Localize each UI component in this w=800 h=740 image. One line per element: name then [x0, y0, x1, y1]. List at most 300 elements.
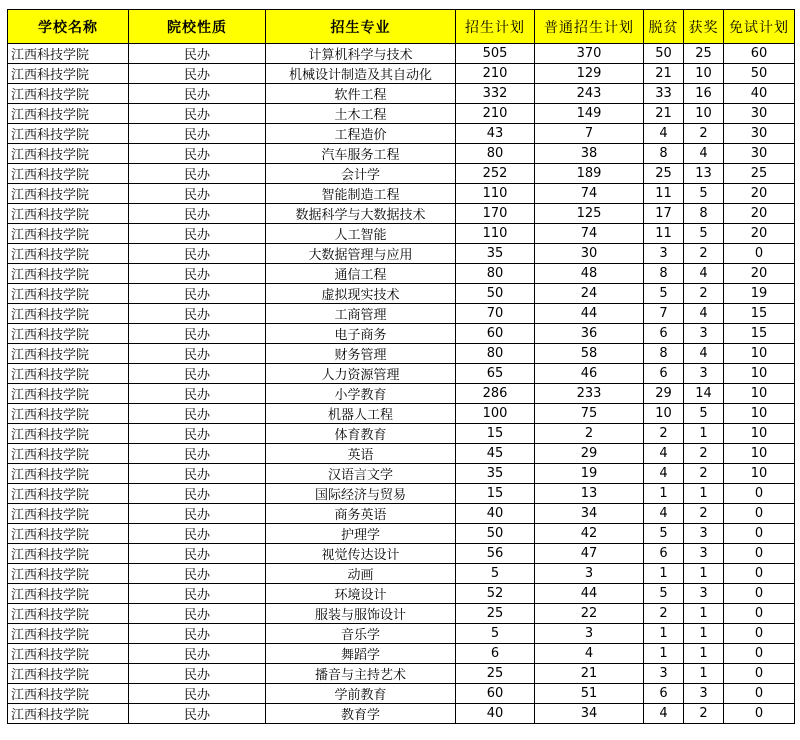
cell-enrollment-plan: 65	[456, 364, 535, 384]
cell-award: 3	[684, 324, 724, 344]
cell-poverty: 4	[644, 124, 684, 144]
cell-regular-plan: 47	[535, 544, 644, 564]
cell-school-type: 民办	[129, 464, 266, 484]
cell-award: 2	[684, 244, 724, 264]
cell-enrollment-plan: 252	[456, 164, 535, 184]
table-row	[8, 544, 795, 564]
cell-enrollment-plan: 15	[456, 424, 535, 444]
cell-award: 5	[684, 404, 724, 424]
cell-regular-plan: 129	[535, 64, 644, 84]
cell-major: 商务英语	[266, 504, 456, 524]
cell-award: 2	[684, 504, 724, 524]
cell-award: 14	[684, 384, 724, 404]
cell-regular-plan: 46	[535, 364, 644, 384]
cell-exempt-plan: 10	[724, 424, 795, 444]
cell-award: 10	[684, 104, 724, 124]
cell-enrollment-plan: 5	[456, 624, 535, 644]
cell-poverty: 25	[644, 164, 684, 184]
cell-major: 学前教育	[266, 684, 456, 704]
cell-school-type: 民办	[129, 704, 266, 724]
cell-school-name: 江西科技学院	[8, 224, 129, 244]
header-school-name: 学校名称	[8, 10, 129, 44]
cell-award: 1	[684, 424, 724, 444]
table-row	[8, 684, 795, 704]
cell-school-name: 江西科技学院	[8, 204, 129, 224]
table-row	[8, 104, 795, 124]
table-row	[8, 624, 795, 644]
cell-regular-plan: 38	[535, 144, 644, 164]
cell-enrollment-plan: 60	[456, 324, 535, 344]
cell-enrollment-plan: 332	[456, 84, 535, 104]
cell-regular-plan: 149	[535, 104, 644, 124]
cell-major: 小学教育	[266, 384, 456, 404]
cell-regular-plan: 34	[535, 704, 644, 724]
cell-award: 4	[684, 144, 724, 164]
cell-school-type: 民办	[129, 224, 266, 244]
cell-poverty: 8	[644, 344, 684, 364]
cell-regular-plan: 233	[535, 384, 644, 404]
cell-poverty: 6	[644, 364, 684, 384]
cell-school-name: 江西科技学院	[8, 64, 129, 84]
cell-exempt-plan: 20	[724, 184, 795, 204]
cell-exempt-plan: 0	[724, 564, 795, 584]
cell-award: 2	[684, 124, 724, 144]
header-regular-plan: 普通招生计划	[535, 10, 644, 44]
cell-major: 数据科学与大数据技术	[266, 204, 456, 224]
cell-poverty: 11	[644, 184, 684, 204]
cell-major: 人工智能	[266, 224, 456, 244]
table-body	[8, 44, 795, 724]
table-row	[8, 524, 795, 544]
cell-poverty: 1	[644, 624, 684, 644]
cell-school-name: 江西科技学院	[8, 164, 129, 184]
cell-school-name: 江西科技学院	[8, 344, 129, 364]
cell-regular-plan: 13	[535, 484, 644, 504]
cell-school-name: 江西科技学院	[8, 684, 129, 704]
cell-school-name: 江西科技学院	[8, 84, 129, 104]
cell-major: 汉语言文学	[266, 464, 456, 484]
cell-poverty: 50	[644, 44, 684, 64]
table-row	[8, 424, 795, 444]
cell-enrollment-plan: 100	[456, 404, 535, 424]
cell-exempt-plan: 0	[724, 704, 795, 724]
cell-school-type: 民办	[129, 564, 266, 584]
cell-award: 2	[684, 444, 724, 464]
cell-exempt-plan: 0	[724, 684, 795, 704]
cell-school-type: 民办	[129, 304, 266, 324]
cell-exempt-plan: 10	[724, 364, 795, 384]
cell-major: 音乐学	[266, 624, 456, 644]
cell-school-type: 民办	[129, 344, 266, 364]
cell-school-name: 江西科技学院	[8, 144, 129, 164]
table-row	[8, 504, 795, 524]
table-row	[8, 704, 795, 724]
cell-regular-plan: 370	[535, 44, 644, 64]
cell-exempt-plan: 30	[724, 104, 795, 124]
cell-enrollment-plan: 5	[456, 564, 535, 584]
cell-enrollment-plan: 80	[456, 144, 535, 164]
cell-poverty: 7	[644, 304, 684, 324]
cell-poverty: 4	[644, 504, 684, 524]
cell-school-type: 民办	[129, 144, 266, 164]
cell-school-type: 民办	[129, 84, 266, 104]
cell-award: 1	[684, 484, 724, 504]
cell-award: 1	[684, 664, 724, 684]
cell-poverty: 21	[644, 104, 684, 124]
cell-poverty: 8	[644, 264, 684, 284]
cell-school-type: 民办	[129, 444, 266, 464]
cell-poverty: 8	[644, 144, 684, 164]
cell-major: 服装与服饰设计	[266, 604, 456, 624]
cell-poverty: 4	[644, 704, 684, 724]
cell-award: 8	[684, 204, 724, 224]
cell-award: 3	[684, 544, 724, 564]
cell-major: 视觉传达设计	[266, 544, 456, 564]
cell-regular-plan: 29	[535, 444, 644, 464]
table-row	[8, 444, 795, 464]
cell-school-type: 民办	[129, 404, 266, 424]
cell-major: 国际经济与贸易	[266, 484, 456, 504]
cell-major: 财务管理	[266, 344, 456, 364]
cell-enrollment-plan: 210	[456, 64, 535, 84]
cell-school-name: 江西科技学院	[8, 644, 129, 664]
cell-poverty: 3	[644, 244, 684, 264]
cell-exempt-plan: 25	[724, 164, 795, 184]
cell-award: 25	[684, 44, 724, 64]
header-award: 获奖	[684, 10, 724, 44]
cell-school-name: 江西科技学院	[8, 504, 129, 524]
cell-major: 环境设计	[266, 584, 456, 604]
cell-school-type: 民办	[129, 244, 266, 264]
cell-school-name: 江西科技学院	[8, 284, 129, 304]
cell-major: 机械设计制造及其自动化	[266, 64, 456, 84]
cell-poverty: 21	[644, 64, 684, 84]
cell-award: 2	[684, 464, 724, 484]
cell-exempt-plan: 30	[724, 124, 795, 144]
cell-exempt-plan: 50	[724, 64, 795, 84]
cell-major: 大数据管理与应用	[266, 244, 456, 264]
cell-regular-plan: 7	[535, 124, 644, 144]
cell-regular-plan: 2	[535, 424, 644, 444]
header-row	[8, 10, 795, 44]
table-row	[8, 464, 795, 484]
cell-enrollment-plan: 35	[456, 464, 535, 484]
cell-major: 人力资源管理	[266, 364, 456, 384]
cell-poverty: 17	[644, 204, 684, 224]
cell-enrollment-plan: 110	[456, 184, 535, 204]
cell-poverty: 5	[644, 524, 684, 544]
cell-poverty: 33	[644, 84, 684, 104]
cell-enrollment-plan: 286	[456, 384, 535, 404]
cell-school-name: 江西科技学院	[8, 584, 129, 604]
cell-poverty: 1	[644, 484, 684, 504]
cell-school-type: 民办	[129, 544, 266, 564]
cell-school-type: 民办	[129, 284, 266, 304]
cell-enrollment-plan: 110	[456, 224, 535, 244]
cell-school-type: 民办	[129, 484, 266, 504]
cell-poverty: 1	[644, 644, 684, 664]
table-row	[8, 384, 795, 404]
cell-poverty: 4	[644, 464, 684, 484]
cell-exempt-plan: 0	[724, 604, 795, 624]
header-exempt-plan: 免试计划	[724, 10, 795, 44]
cell-major: 播音与主持艺术	[266, 664, 456, 684]
cell-poverty: 4	[644, 444, 684, 464]
cell-exempt-plan: 20	[724, 264, 795, 284]
table-row	[8, 64, 795, 84]
cell-major: 工程造价	[266, 124, 456, 144]
cell-regular-plan: 42	[535, 524, 644, 544]
table-row	[8, 124, 795, 144]
cell-major: 虚拟现实技术	[266, 284, 456, 304]
cell-regular-plan: 44	[535, 304, 644, 324]
cell-enrollment-plan: 50	[456, 284, 535, 304]
cell-school-name: 江西科技学院	[8, 564, 129, 584]
cell-poverty: 2	[644, 424, 684, 444]
table-row	[8, 224, 795, 244]
cell-exempt-plan: 20	[724, 204, 795, 224]
cell-regular-plan: 36	[535, 324, 644, 344]
admission-plan-table	[7, 9, 795, 724]
cell-school-name: 江西科技学院	[8, 624, 129, 644]
table-row	[8, 284, 795, 304]
header-enrollment-plan: 招生计划	[456, 10, 535, 44]
cell-school-type: 民办	[129, 684, 266, 704]
table-row	[8, 364, 795, 384]
cell-enrollment-plan: 56	[456, 544, 535, 564]
cell-award: 4	[684, 344, 724, 364]
cell-award: 2	[684, 284, 724, 304]
cell-poverty: 6	[644, 324, 684, 344]
cell-school-type: 民办	[129, 104, 266, 124]
cell-exempt-plan: 10	[724, 464, 795, 484]
cell-exempt-plan: 19	[724, 284, 795, 304]
cell-school-type: 民办	[129, 64, 266, 84]
cell-exempt-plan: 0	[724, 244, 795, 264]
cell-exempt-plan: 60	[724, 44, 795, 64]
cell-school-type: 民办	[129, 604, 266, 624]
cell-award: 3	[684, 524, 724, 544]
cell-regular-plan: 74	[535, 184, 644, 204]
cell-award: 4	[684, 304, 724, 324]
table-row	[8, 184, 795, 204]
cell-award: 1	[684, 564, 724, 584]
cell-enrollment-plan: 505	[456, 44, 535, 64]
cell-award: 4	[684, 264, 724, 284]
cell-school-name: 江西科技学院	[8, 304, 129, 324]
cell-regular-plan: 75	[535, 404, 644, 424]
cell-regular-plan: 21	[535, 664, 644, 684]
cell-regular-plan: 30	[535, 244, 644, 264]
cell-enrollment-plan: 40	[456, 504, 535, 524]
cell-regular-plan: 48	[535, 264, 644, 284]
cell-school-name: 江西科技学院	[8, 384, 129, 404]
header-major: 招生专业	[266, 10, 456, 44]
cell-exempt-plan: 10	[724, 344, 795, 364]
cell-award: 5	[684, 184, 724, 204]
cell-enrollment-plan: 25	[456, 604, 535, 624]
cell-poverty: 1	[644, 564, 684, 584]
cell-school-type: 民办	[129, 44, 266, 64]
cell-major: 动画	[266, 564, 456, 584]
header-school-type: 院校性质	[129, 10, 266, 44]
cell-award: 1	[684, 604, 724, 624]
cell-school-name: 江西科技学院	[8, 184, 129, 204]
cell-exempt-plan: 15	[724, 304, 795, 324]
table-row	[8, 344, 795, 364]
cell-regular-plan: 4	[535, 644, 644, 664]
cell-exempt-plan: 0	[724, 484, 795, 504]
table-row	[8, 644, 795, 664]
cell-major: 英语	[266, 444, 456, 464]
table-row	[8, 264, 795, 284]
cell-enrollment-plan: 80	[456, 264, 535, 284]
cell-regular-plan: 3	[535, 564, 644, 584]
cell-school-name: 江西科技学院	[8, 364, 129, 384]
cell-exempt-plan: 40	[724, 84, 795, 104]
cell-major: 护理学	[266, 524, 456, 544]
table-row	[8, 484, 795, 504]
table-row	[8, 404, 795, 424]
table-row	[8, 324, 795, 344]
cell-school-name: 江西科技学院	[8, 604, 129, 624]
cell-enrollment-plan: 40	[456, 704, 535, 724]
cell-exempt-plan: 10	[724, 404, 795, 424]
cell-exempt-plan: 15	[724, 324, 795, 344]
table-row	[8, 584, 795, 604]
header-poverty: 脱贫	[644, 10, 684, 44]
cell-major: 会计学	[266, 164, 456, 184]
cell-school-type: 民办	[129, 204, 266, 224]
cell-school-name: 江西科技学院	[8, 484, 129, 504]
table-row	[8, 204, 795, 224]
table-row	[8, 164, 795, 184]
table-row	[8, 44, 795, 64]
table-row	[8, 84, 795, 104]
cell-enrollment-plan: 60	[456, 684, 535, 704]
cell-school-type: 民办	[129, 644, 266, 664]
cell-school-type: 民办	[129, 324, 266, 344]
cell-exempt-plan: 10	[724, 384, 795, 404]
cell-exempt-plan: 0	[724, 624, 795, 644]
cell-exempt-plan: 0	[724, 664, 795, 684]
cell-school-type: 民办	[129, 524, 266, 544]
cell-enrollment-plan: 50	[456, 524, 535, 544]
cell-major: 体育教育	[266, 424, 456, 444]
cell-school-name: 江西科技学院	[8, 44, 129, 64]
cell-school-name: 江西科技学院	[8, 324, 129, 344]
cell-award: 16	[684, 84, 724, 104]
cell-exempt-plan: 30	[724, 144, 795, 164]
cell-school-type: 民办	[129, 424, 266, 444]
cell-regular-plan: 22	[535, 604, 644, 624]
cell-award: 13	[684, 164, 724, 184]
cell-school-type: 民办	[129, 124, 266, 144]
cell-enrollment-plan: 170	[456, 204, 535, 224]
cell-enrollment-plan: 35	[456, 244, 535, 264]
cell-regular-plan: 51	[535, 684, 644, 704]
table-row	[8, 304, 795, 324]
cell-exempt-plan: 0	[724, 524, 795, 544]
cell-regular-plan: 58	[535, 344, 644, 364]
table-row	[8, 664, 795, 684]
cell-regular-plan: 189	[535, 164, 644, 184]
cell-regular-plan: 24	[535, 284, 644, 304]
cell-enrollment-plan: 6	[456, 644, 535, 664]
cell-school-type: 民办	[129, 664, 266, 684]
cell-major: 汽车服务工程	[266, 144, 456, 164]
cell-major: 软件工程	[266, 84, 456, 104]
cell-exempt-plan: 0	[724, 584, 795, 604]
cell-school-name: 江西科技学院	[8, 704, 129, 724]
cell-school-type: 民办	[129, 184, 266, 204]
cell-award: 3	[684, 684, 724, 704]
cell-exempt-plan: 20	[724, 224, 795, 244]
cell-poverty: 3	[644, 664, 684, 684]
table-row	[8, 144, 795, 164]
cell-school-name: 江西科技学院	[8, 524, 129, 544]
cell-enrollment-plan: 70	[456, 304, 535, 324]
cell-award: 2	[684, 704, 724, 724]
cell-school-name: 江西科技学院	[8, 404, 129, 424]
cell-major: 土木工程	[266, 104, 456, 124]
cell-major: 计算机科学与技术	[266, 44, 456, 64]
cell-exempt-plan: 0	[724, 544, 795, 564]
cell-school-name: 江西科技学院	[8, 444, 129, 464]
cell-school-name: 江西科技学院	[8, 464, 129, 484]
cell-poverty: 2	[644, 604, 684, 624]
cell-poverty: 5	[644, 584, 684, 604]
table-row	[8, 604, 795, 624]
cell-school-name: 江西科技学院	[8, 104, 129, 124]
cell-major: 工商管理	[266, 304, 456, 324]
cell-school-name: 江西科技学院	[8, 544, 129, 564]
cell-school-name: 江西科技学院	[8, 664, 129, 684]
cell-poverty: 29	[644, 384, 684, 404]
cell-school-name: 江西科技学院	[8, 244, 129, 264]
cell-enrollment-plan: 210	[456, 104, 535, 124]
cell-regular-plan: 74	[535, 224, 644, 244]
cell-regular-plan: 44	[535, 584, 644, 604]
cell-regular-plan: 243	[535, 84, 644, 104]
table-row	[8, 244, 795, 264]
cell-poverty: 5	[644, 284, 684, 304]
cell-exempt-plan: 0	[724, 504, 795, 524]
cell-poverty: 6	[644, 684, 684, 704]
cell-school-type: 民办	[129, 264, 266, 284]
cell-award: 1	[684, 644, 724, 664]
cell-regular-plan: 19	[535, 464, 644, 484]
cell-regular-plan: 3	[535, 624, 644, 644]
cell-school-type: 民办	[129, 584, 266, 604]
cell-award: 10	[684, 64, 724, 84]
cell-school-type: 民办	[129, 384, 266, 404]
cell-major: 智能制造工程	[266, 184, 456, 204]
cell-award: 3	[684, 584, 724, 604]
admission-table-container	[7, 9, 795, 724]
cell-school-name: 江西科技学院	[8, 124, 129, 144]
cell-major: 教育学	[266, 704, 456, 724]
cell-major: 电子商务	[266, 324, 456, 344]
cell-school-name: 江西科技学院	[8, 264, 129, 284]
cell-exempt-plan: 0	[724, 644, 795, 664]
cell-enrollment-plan: 43	[456, 124, 535, 144]
cell-school-type: 民办	[129, 504, 266, 524]
cell-exempt-plan: 10	[724, 444, 795, 464]
cell-award: 3	[684, 364, 724, 384]
cell-major: 机器人工程	[266, 404, 456, 424]
cell-regular-plan: 34	[535, 504, 644, 524]
